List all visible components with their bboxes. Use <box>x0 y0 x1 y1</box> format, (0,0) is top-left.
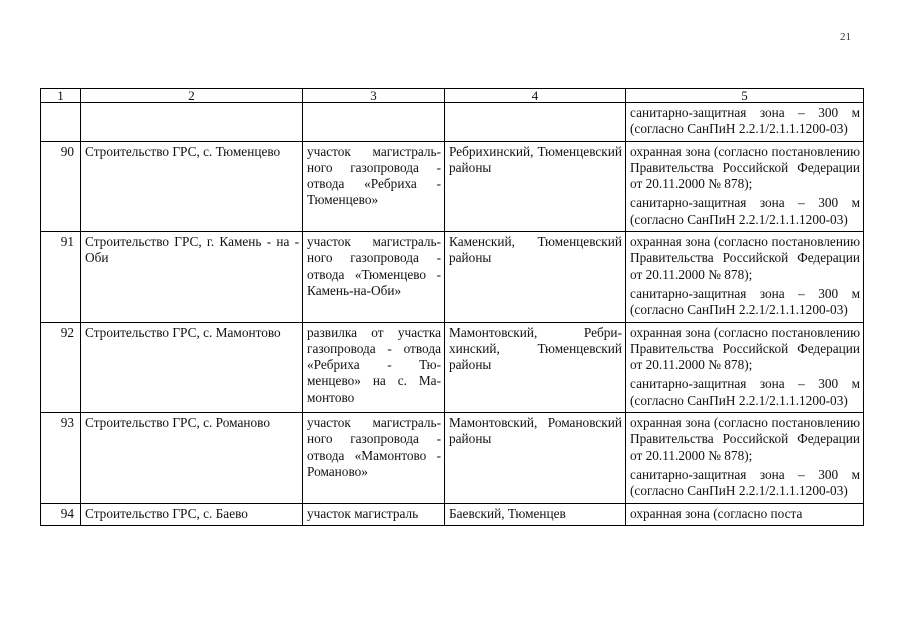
cell-empty <box>41 103 81 142</box>
cell-object: Строительство ГРС, с. Романово <box>81 413 303 503</box>
table-row <box>41 322 864 412</box>
zone-text: санитарно-защитная зона – 300 м (согласно СанПиН 2.2.1/2.1.1.1200-03) <box>630 105 860 137</box>
header-col-1: 1 <box>41 89 81 103</box>
cell-number: 93 <box>41 413 81 503</box>
cell-zones <box>626 413 864 503</box>
header-col-3: 3 <box>303 89 445 103</box>
table-row <box>41 232 864 322</box>
zone-text: санитарно-защитная зона – 300 м (согласно СанПиН 2.2.1/2.1.1.1200-03) <box>630 195 860 227</box>
table-row <box>41 141 864 231</box>
cell-districts: Ребрихинский, Тюменцевский районы <box>445 141 626 231</box>
table-row <box>41 413 864 503</box>
table-header <box>41 89 864 103</box>
cell-location: участок магистрального газопровода - отвода «Ребриха - Тюменцево» <box>303 141 445 231</box>
cell-districts: Каменский, Тюменцевский районы <box>445 232 626 322</box>
cell-districts: Мамонтовский, Романовский районы <box>445 413 626 503</box>
header-col-2: 2 <box>81 89 303 103</box>
zone-text: санитарно-защитная зона – 300 м (согласно СанПиН 2.2.1/2.1.1.1200-03) <box>630 285 860 318</box>
cell-object: Строительство ГРС, с. Баево <box>81 503 303 525</box>
objects-table <box>40 88 864 526</box>
cell-location: развилка от участка газопровода - отвода «Ребриха - Тюменцево» на с. Мамонтово <box>303 322 445 412</box>
zone-text: охранная зона (согласно постановлению Правительства Российской Федерации от 20.11.2000 № 878); <box>630 324 860 373</box>
cell-number: 90 <box>41 141 81 231</box>
cell-zones <box>626 503 864 525</box>
cell-location: участок магистрального газопровода - отвода «Тюменцево - Камень-на-Оби» <box>303 232 445 322</box>
cell-number: 94 <box>41 503 81 525</box>
cell-zones <box>626 103 864 142</box>
cell-empty <box>303 103 445 142</box>
table-row <box>41 503 864 525</box>
cell-districts: Баевский, Тюменцев <box>445 503 626 525</box>
header-col-4: 4 <box>445 89 626 103</box>
cell-empty <box>445 103 626 142</box>
header-col-5: 5 <box>626 89 864 103</box>
zone-text: охранная зона (согласно поста <box>630 505 803 521</box>
cell-object: Строительство ГРС, г. Камень - на - Оби <box>81 232 303 322</box>
cell-districts: Мамонтовский, Ребрихинский, Тюменцевский районы <box>445 322 626 412</box>
zone-text: охранная зона (согласно постановлению Правительства Российской Федерации от 20.11.2000 № 878); <box>630 143 860 192</box>
cell-object: Строительство ГРС, с. Тюменцево <box>81 141 303 231</box>
cell-zones <box>626 141 864 231</box>
zone-text: санитарно-защитная зона – 300 м (согласно СанПиН 2.2.1/2.1.1.1200-03) <box>630 376 860 408</box>
cell-zones <box>626 232 864 322</box>
zone-text: санитарно-защитная зона – 300 м (согласно СанПиН 2.2.1/2.1.1.1200-03) <box>630 466 860 499</box>
cell-zones <box>626 322 864 412</box>
cell-location: участок магистрального газопровода - отвода «Мамонтово - Романово» <box>303 413 445 503</box>
cell-object: Строительство ГРС, с. Мамонтово <box>81 322 303 412</box>
page-number: 21 <box>840 31 851 43</box>
cell-number: 92 <box>41 322 81 412</box>
cell-location: участок магистраль <box>303 503 445 525</box>
table-row-continuation <box>41 103 864 142</box>
cell-number: 91 <box>41 232 81 322</box>
zone-text: охранная зона (согласно постановлению Правительства Российской Федерации от 20.11.2000 № 878); <box>630 415 860 463</box>
cell-empty <box>81 103 303 142</box>
zone-text: охранная зона (согласно постановлению Правительства Российской Федерации от 20.11.2000 № 878); <box>630 234 860 282</box>
